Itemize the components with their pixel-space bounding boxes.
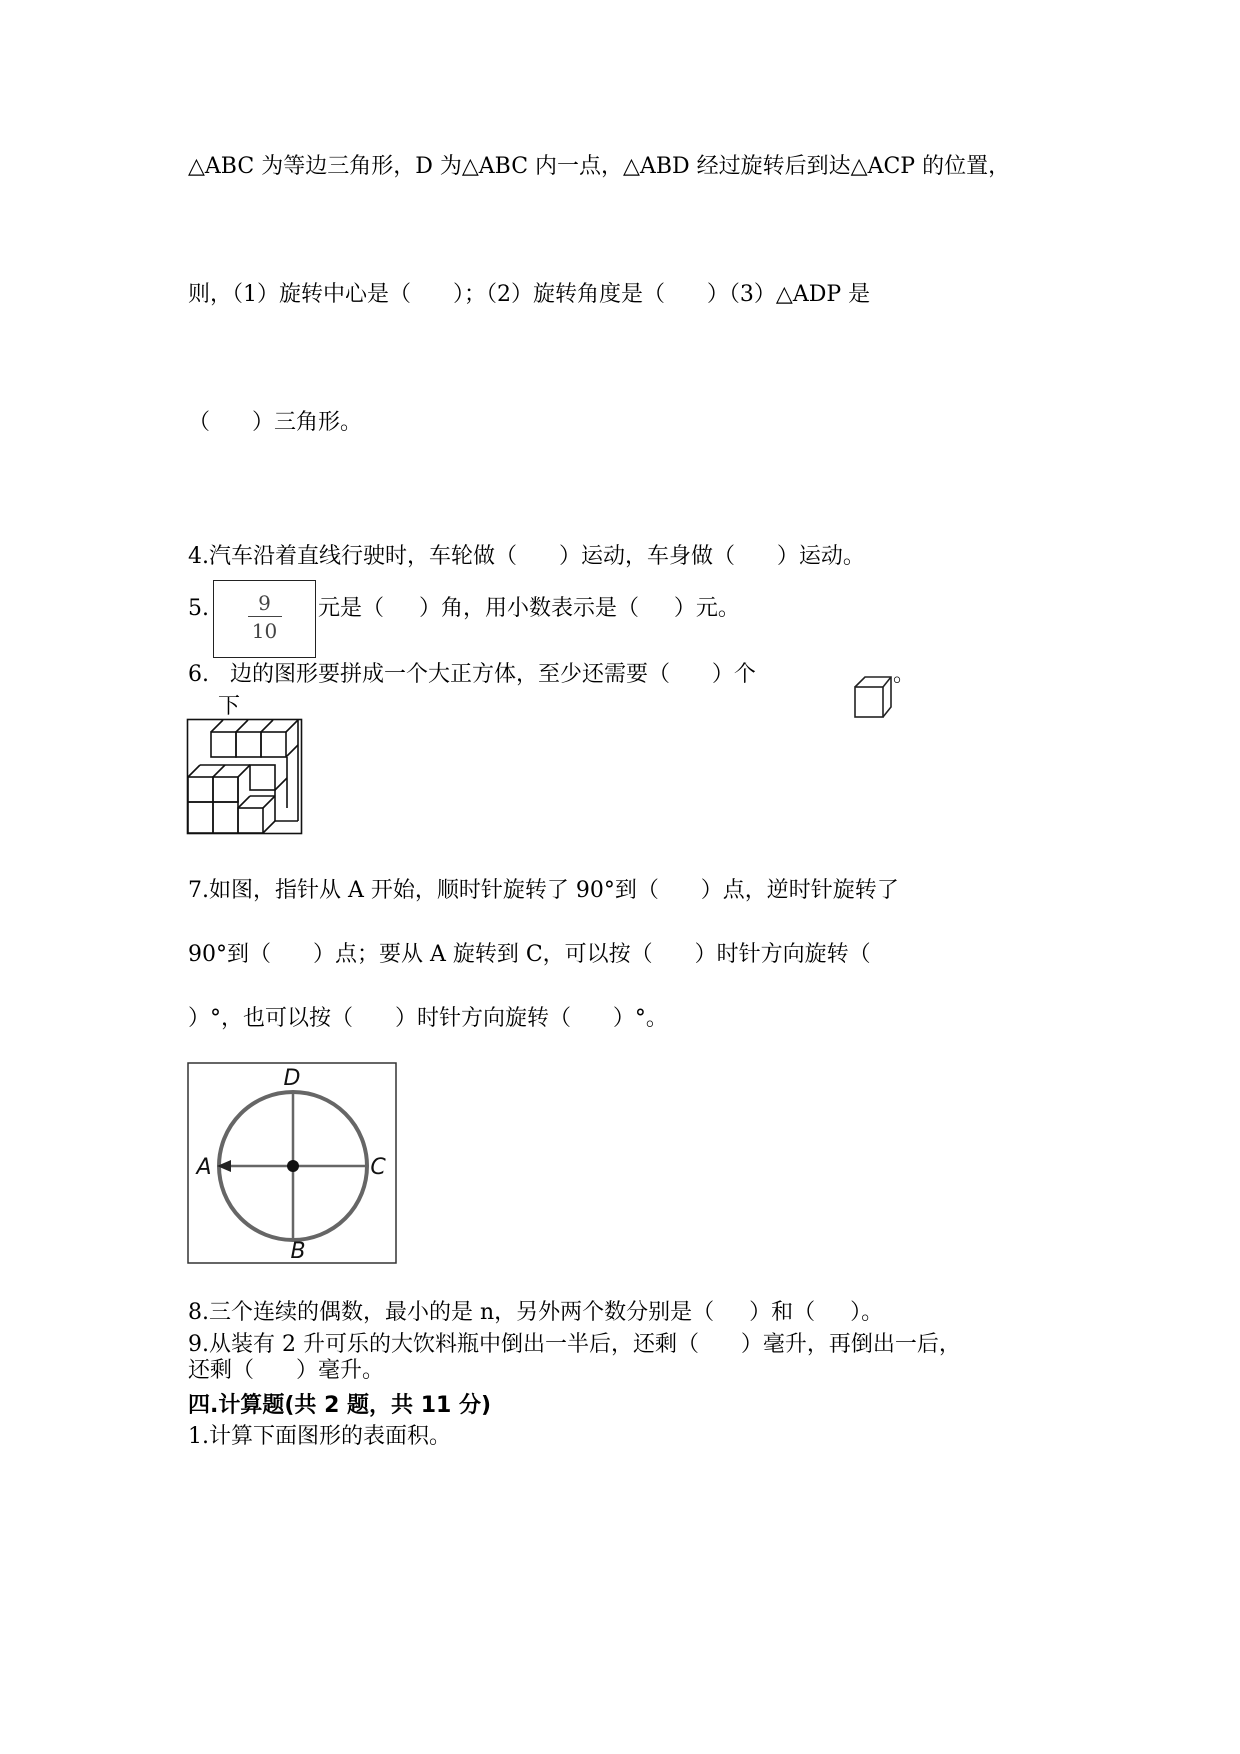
q9-line-1: 9.从装有 2 升可乐的大饮料瓶中倒出一半后，还剩（ ）毫升，再倒出一后， <box>188 1332 961 1357</box>
fraction-image <box>213 580 316 658</box>
q3-line-2: 则，（1）旋转中心是（ ）；（2）旋转角度是（ ）（3）△ADP 是 <box>188 282 871 307</box>
fraction-numerator: 9 <box>258 591 271 615</box>
q7-line-1: 7.如图，指针从 A 开始，顺时针旋转了 90°到（ ）点，逆时针旋转了 <box>188 878 899 903</box>
q4-text: 4.汽车沿着直线行驶时，车轮做（ ）运动，车身做（ ）运动。 <box>188 544 865 569</box>
q6-end: 。 <box>893 662 916 687</box>
cube-stack-figure <box>186 718 304 836</box>
dial-label-right: C <box>370 1155 386 1180</box>
fraction-bar <box>248 616 282 617</box>
calc-q1-text: 1.计算下面图形的表面积。 <box>188 1424 451 1449</box>
q8-text: 8.三个连续的偶数，最小的是 n，另外两个数分别是（ ）和（ ）。 <box>188 1300 884 1325</box>
dial-figure <box>187 1062 397 1264</box>
fraction-denominator: 10 <box>251 619 278 643</box>
dial-label-top: D <box>283 1066 301 1091</box>
section-heading: 四.计算题(共 2 题，共 11 分) <box>188 1393 492 1418</box>
q6-text: 6. 边的图形要拼成一个大正方体，至少还需要（ ）个 <box>188 662 756 687</box>
q6-side-label: 下 <box>218 694 241 719</box>
dial-label-left: A <box>196 1155 212 1180</box>
q9-line-2: 还剩（ ）毫升。 <box>188 1358 384 1383</box>
q7-line-2: 90°到（ ）点；要从 A 旋转到 C，可以按（ ）时针方向旋转（ <box>188 942 871 967</box>
q3-line-1: △ABC 为等边三角形，D 为△ABC 内一点，△ABD 经过旋转后到达△ACP 的位置， <box>188 154 1011 179</box>
q5-text: 元是（ ）角，用小数表示是（ ）元。 <box>318 596 740 621</box>
dial-label-bottom: B <box>290 1239 306 1264</box>
unit-cube-icon <box>853 675 893 720</box>
q7-line-3: ）°，也可以按（ ）时针方向旋转（ ）°。 <box>188 1006 668 1031</box>
q3-line-3: （ ）三角形。 <box>188 410 362 435</box>
q5-prefix: 5. <box>188 596 209 621</box>
